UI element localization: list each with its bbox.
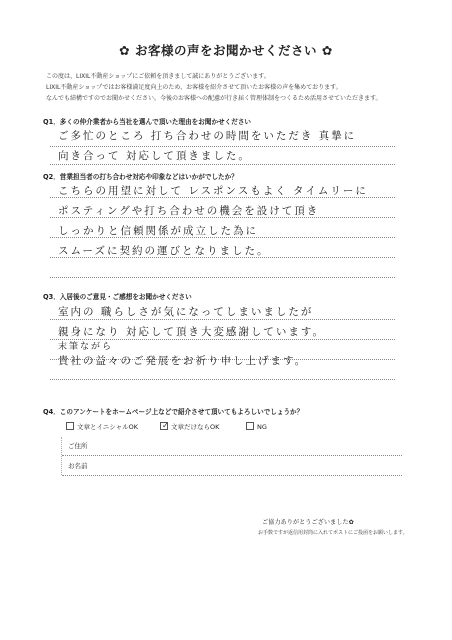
answer-line <box>50 319 395 320</box>
checkbox-icon[interactable] <box>66 422 74 430</box>
answer-line <box>50 277 395 278</box>
name-field[interactable] <box>62 475 402 476</box>
q2-answer-line-3: しっかりと信頼関係が成立した為に <box>58 225 258 237</box>
q2-answer-line-1: こちらの用望に対して レスポンスもよく タイムリーに <box>58 185 368 197</box>
intro-line-1: この度は、LIXIL不動産ショップにご依頼を頂きまして誠にありがとうございます。 <box>46 73 270 80</box>
option-ng[interactable]: NG <box>246 422 267 431</box>
checkbox-checked-icon[interactable]: ✓ <box>162 421 169 430</box>
answer-line <box>50 146 395 147</box>
checkbox-icon[interactable] <box>246 422 254 430</box>
q3-answer-line-2: 親身になり 対応して頂き大変感謝しています。 <box>58 326 325 338</box>
thanks-text: ご協力ありがとうございました✿ <box>262 519 354 526</box>
page-title: ✿ お客様の声をお聞かせください ✿ <box>119 43 333 58</box>
return-note: お手数ですが返信用封筒に入れてポストにご投函をお願いします。 <box>258 530 408 536</box>
intro-line-2: LIXIL不動産ショップではお客様満足度向上のため、お客様を紹介させて頂いたお客様の声を集めております。 <box>46 84 342 91</box>
question-1: Q1．多くの仲介業者から当社を選んで頂いた理由をお聞かせください <box>43 118 252 126</box>
q2-answer-line-2: ポスティングや打ち合わせの機会を設けて頂き <box>58 205 320 217</box>
answer-line <box>50 164 395 165</box>
q1-answer-line-2: 向き合って 対応して頂きました。 <box>58 150 251 162</box>
question-4: Q4．このアンケートをホームページ上などで紹介させて頂いてもよろしいでしょうか？ <box>43 408 304 416</box>
name-label: お名前 <box>68 462 88 470</box>
question-2: Q2．営業担当者の打ち合わせ対応や印象などはいかがでしたか？ <box>43 173 238 181</box>
intro-line-3: なんでも結構ですのでお聞かせください。今後のお客様への配慮が行き届く管理体制をつくるため活用させていただきます。 <box>46 95 382 102</box>
form-divider <box>61 437 62 475</box>
q2-answer-line-4: スムーズに契約の運びとなりました。 <box>58 245 270 257</box>
answer-line <box>50 379 395 380</box>
question-3: Q3．入居後のご意見・ご感想をお聞かせください <box>43 293 192 301</box>
q3-answer-line-1: 室内の 職らしさが気になってしまいましたが <box>58 306 314 318</box>
q1-answer-line-1: ご多忙のところ 打ち合わせの時間をいただき 真摯に <box>58 130 357 142</box>
option-initial-ok[interactable]: 文章とイニシャルOK <box>66 422 138 431</box>
address-label: ご住所 <box>68 442 88 450</box>
q3-answer-line-3: 末筆ながら <box>58 342 114 352</box>
q3-answer-line-4: 貴社の益々のご発展をお祈り申し上げます。 <box>58 355 308 367</box>
address-field[interactable] <box>62 455 402 456</box>
option-text-only-ok[interactable]: ✓ 文章だけならOK <box>162 421 220 431</box>
